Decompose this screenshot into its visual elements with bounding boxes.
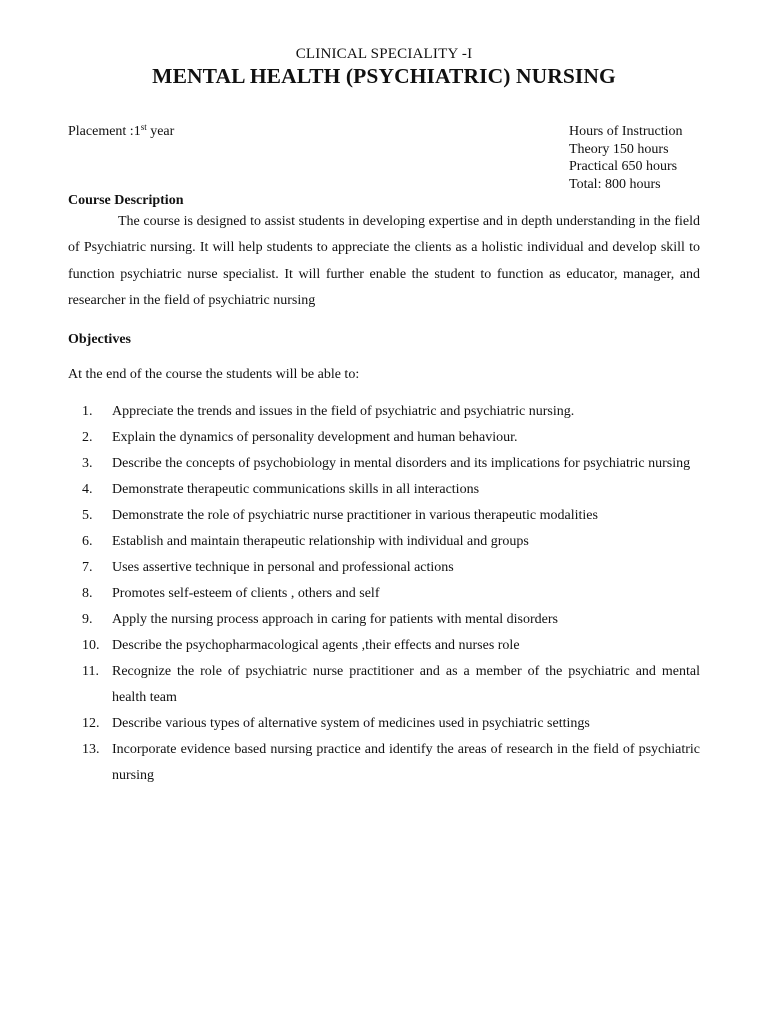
objective-item (68, 451, 700, 477)
objective-item (68, 477, 700, 503)
objective-item (68, 607, 700, 633)
course-description-body: The course is designed to assist students in developing expertise and in depth understanding in the field of Psychiatric nursing. It will help students to appreciate the clients as a holistic individual and develop skill to function psychiatric nurse specialist. It will further enable the student to function as educator, manager, and researcher in the field of psychiatric nursing (68, 214, 700, 309)
document-subtitle: CLINICAL SPECIALITY -I (295, 46, 473, 62)
objective-item (68, 425, 700, 451)
objective-number: 3. (82, 456, 93, 471)
objective-item (68, 529, 700, 555)
objective-number: 11. (82, 664, 99, 679)
hours-total: Total: 800 hours (569, 176, 661, 192)
objective-text: Recognize the role of psychiatric nurse practitioner and as a member of the psychiatric and mental health team (112, 664, 700, 705)
objective-number: 2. (82, 430, 93, 445)
objective-item (68, 659, 700, 711)
objective-number: 5. (82, 508, 93, 523)
objective-number: 13. (82, 742, 100, 757)
objectives-list (68, 399, 700, 789)
hours-theory: Theory 150 hours (569, 141, 669, 157)
objective-text: Demonstrate therapeutic communications skills in all interactions (112, 482, 480, 497)
objective-number: 8. (82, 586, 93, 601)
objective-item (68, 555, 700, 581)
objective-text: Appreciate the trends and issues in the field of psychiatric and psychiatric nursing. (112, 404, 575, 419)
objective-item (68, 737, 700, 789)
course-description-heading: Course Description (68, 193, 184, 208)
objective-number: 9. (82, 612, 93, 627)
objective-number: 6. (82, 534, 93, 549)
hours-practical: Practical 650 hours (569, 159, 678, 174)
objective-text: Incorporate evidence based nursing practice and identify the areas of research in the field of psychiatric nursing (112, 742, 700, 783)
objective-number: 10. (82, 638, 100, 653)
placement-label: Placement :1 (68, 124, 141, 139)
objective-text: Apply the nursing process approach in caring for patients with mental disorders (112, 612, 558, 627)
objective-item (68, 711, 700, 737)
document-title: MENTAL HEALTH (PSYCHIATRIC) NURSING (152, 64, 616, 88)
placement-suffix: year (146, 124, 175, 139)
objective-number: 1. (82, 404, 93, 419)
objective-item (68, 503, 700, 529)
objective-text: Demonstrate the role of psychiatric nurse practitioner in various therapeutic modalities (112, 508, 598, 523)
placement-superscript: st (140, 122, 147, 132)
hours-heading: Hours of Instruction (569, 124, 683, 139)
objectives-heading: Objectives (68, 332, 131, 347)
objective-item (68, 581, 700, 607)
objectives-intro: At the end of the course the students will be able to: (68, 367, 360, 382)
objective-text: Describe the concepts of psychobiology in mental disorders and its implications for psychiatric nursing (112, 456, 691, 471)
objective-text: Promotes self-esteem of clients , others and self (112, 586, 380, 601)
objective-text: Establish and maintain therapeutic relationship with individual and groups (112, 534, 529, 549)
placement-line (68, 124, 174, 140)
objective-number: 12. (82, 716, 100, 731)
objective-item (68, 633, 700, 659)
objective-text: Uses assertive technique in personal and professional actions (112, 560, 454, 575)
hours-of-instruction (569, 123, 683, 193)
objective-text: Explain the dynamics of personality development and human behaviour. (112, 430, 518, 445)
objective-item (68, 399, 700, 425)
objective-number: 4. (82, 482, 93, 497)
objective-text: Describe the psychopharmacological agents ,their effects and nurses role (112, 638, 520, 653)
objective-number: 7. (82, 560, 93, 575)
objective-text: Describe various types of alternative system of medicines used in psychiatric settings (112, 716, 590, 731)
